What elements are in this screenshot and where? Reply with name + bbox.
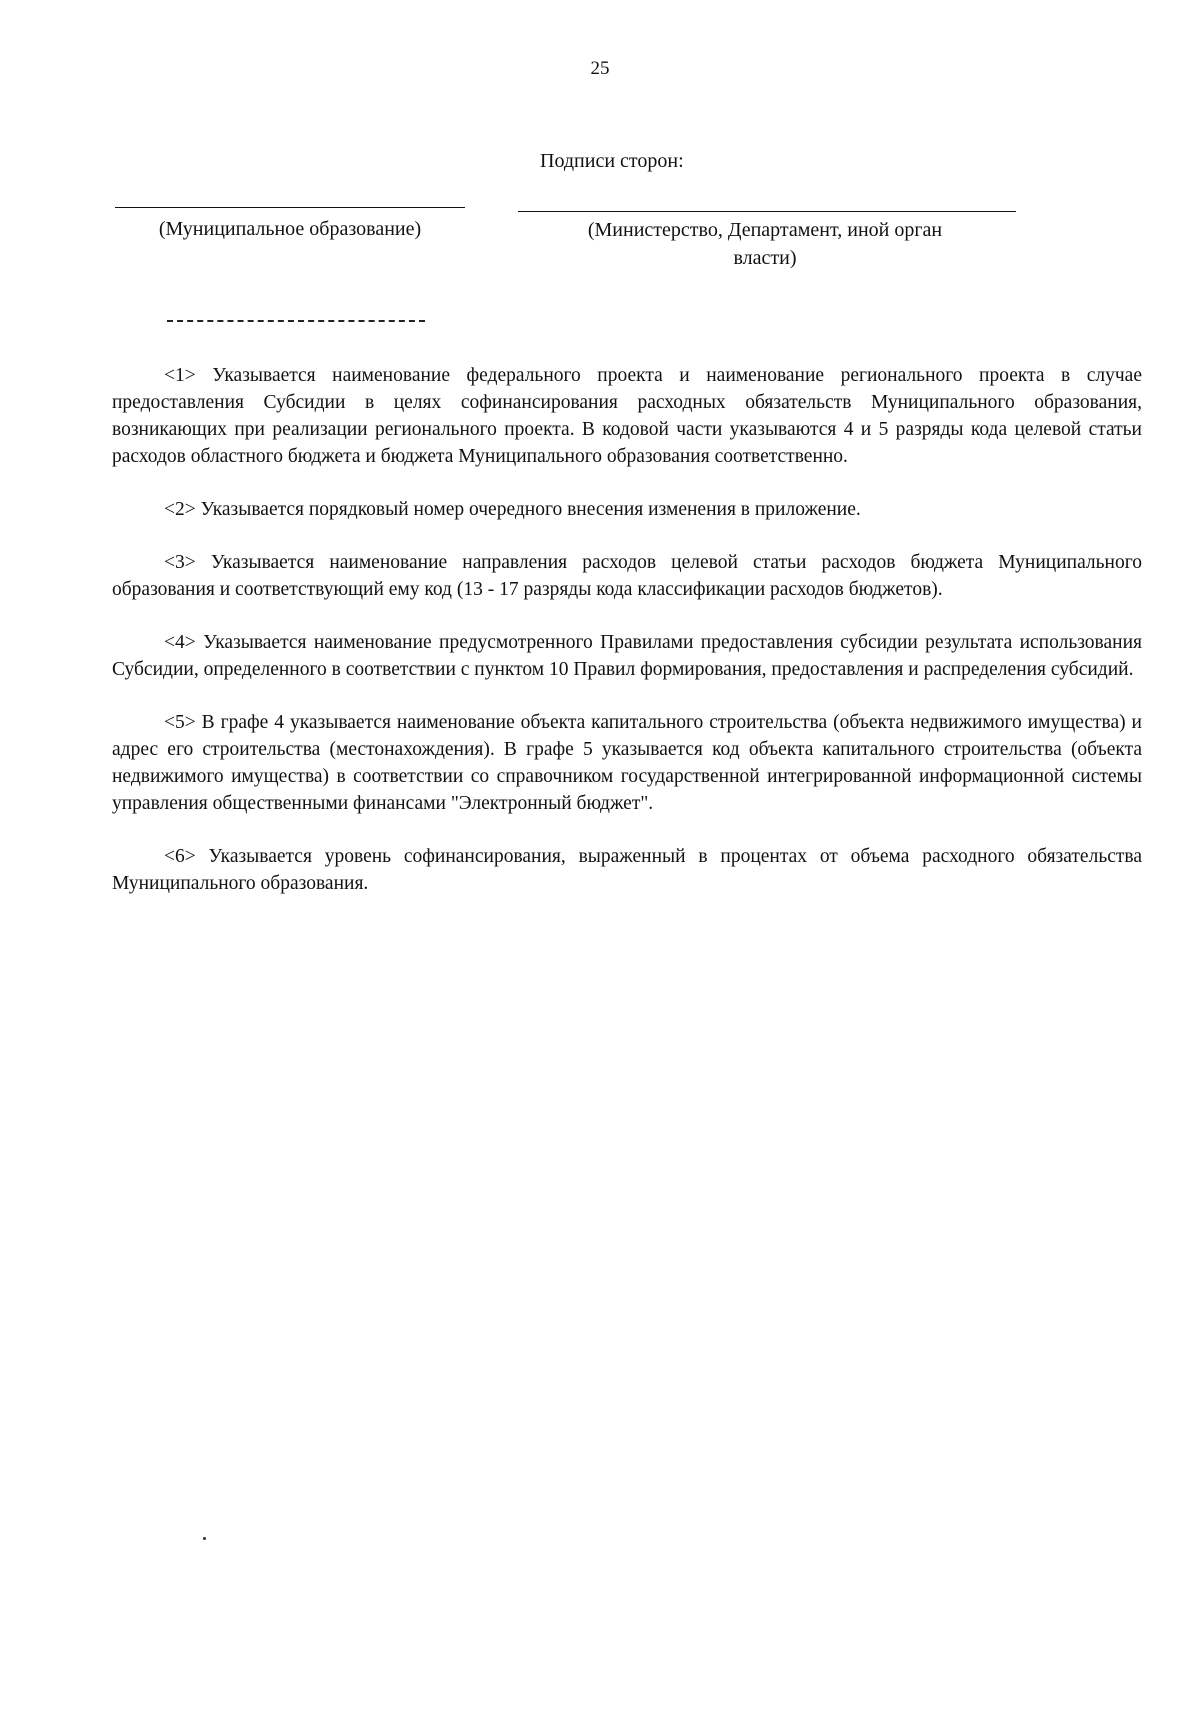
ministry-caption-line-2: власти) — [733, 247, 797, 269]
ministry-signature-line — [518, 211, 1016, 212]
ministry-caption-line-1: (Министерство, Департамент, иной орган — [587, 219, 943, 241]
footnote-3: <3> Указывается наименование направления расходов целевой статьи расходов бюджета Муниципального образования и соответствующий ему код (13 - 17 разряды кода классификации расходов бюджетов). — [112, 552, 1142, 600]
footnote-4: <4> Указывается наименование предусмотренного Правилами предоставления субсидии результата использования Субсидии, определенного в соответствии с пунктом 10 Правил формирования, предоставления и распределения субсидий. — [112, 632, 1142, 680]
footnote-5: <5> В графе 4 указывается наименование объекта капитального строительства (объекта недвижимого имущества) и адрес его строительства (местонахождения). В графе 5 указывается код объекта капитального строительства (объекта недвижимого имущества) в соответствии со справочником государственной интегрированной информационной системы управления общественными финансами "Электронный бюджет". — [112, 712, 1142, 814]
footnote-1: <1> Указывается наименование федерального проекта и наименование регионального проекта в случае предоставления Субсидии в целях софинансирования расходных обязательств Муниципального образования, возникающих при реализации регионального проекта. В кодовой части указываются 4 и 5 разряды кода целевой статьи расходов областного бюджета и бюджета Муниципального образования соответственно. — [112, 365, 1142, 467]
scan-speck — [203, 1537, 206, 1540]
municipality-signature-caption: (Муниципальное образование) — [158, 218, 422, 240]
footnote-6: <6> Указывается уровень софинансирования, выраженный в процентах от объема расходного обязательства Муниципального образования. — [112, 846, 1142, 894]
signatures-heading: Подписи сторон: — [540, 150, 684, 172]
footnote-separator — [167, 320, 425, 322]
footnotes-list — [112, 362, 1142, 923]
page-number: 25 — [590, 58, 610, 79]
ministry-signature-caption — [530, 216, 1000, 272]
footnote-2: <2> Указывается порядковый номер очередного внесения изменения в приложение. — [164, 499, 861, 520]
municipality-signature-line — [115, 207, 465, 208]
